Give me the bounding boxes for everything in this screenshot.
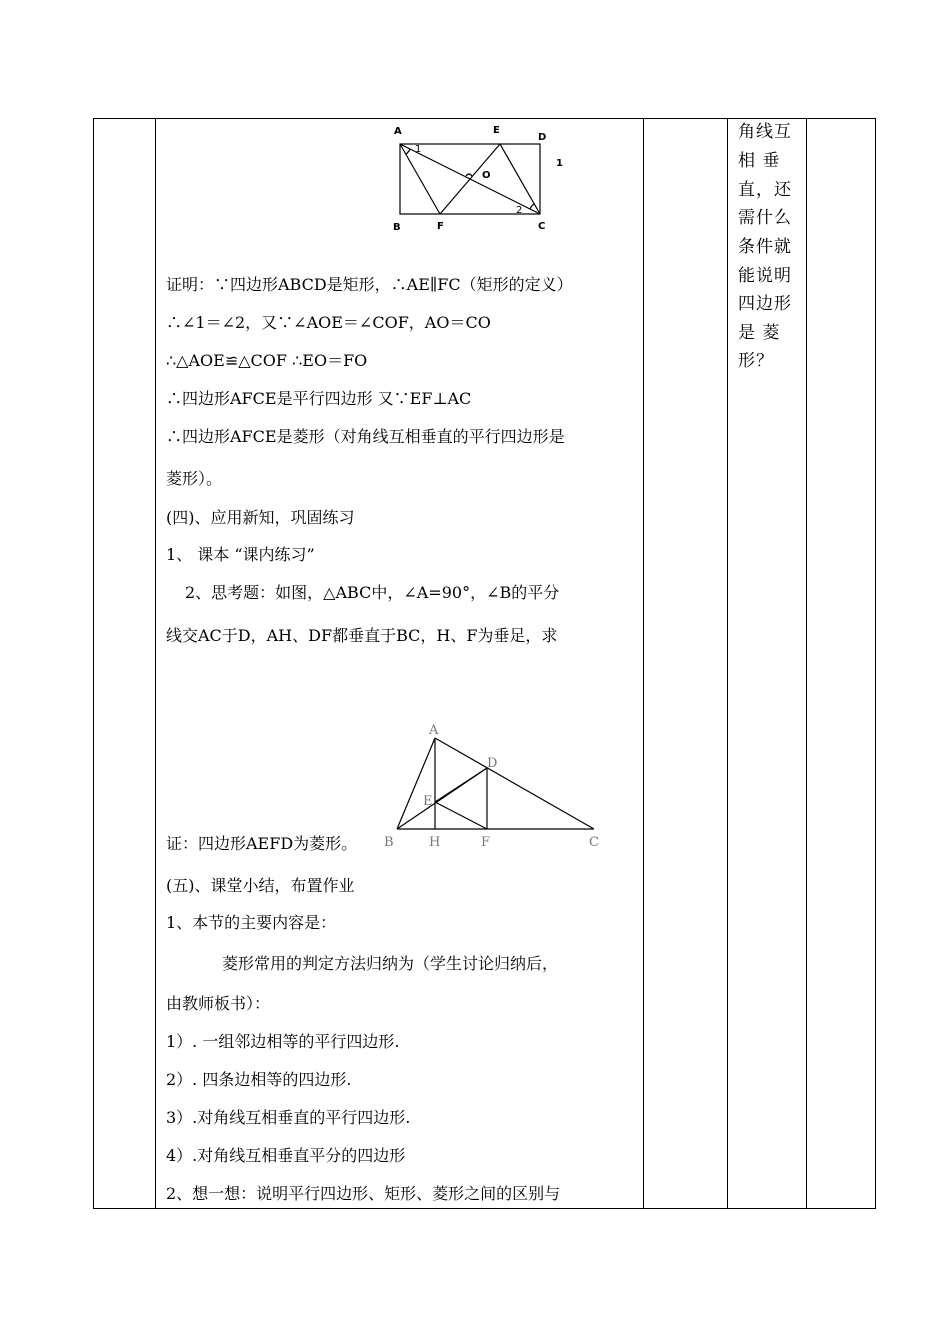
proof-line: ∴四边形AFCE是菱形（对角线互相垂直的平行四边形是 <box>166 427 565 446</box>
exercise-2-line-1: 2、思考题：如图，△ABC中，∠A=90°，∠B的平分 <box>185 583 560 602</box>
table-col-border-1 <box>93 118 94 1209</box>
table-col-border-4 <box>727 118 728 1209</box>
side-ac <box>435 738 594 829</box>
method-item: 2）. 四条边相等的四边形. <box>166 1070 352 1089</box>
label-c: C <box>538 221 546 232</box>
summary-item-1: 1、本节的主要内容是： <box>166 913 337 932</box>
exercise-1: 1、 课本 “课内练习” <box>166 545 315 564</box>
exercise-2-line-3: 证：四边形AEFD为菱形。 <box>166 834 358 853</box>
summary-intro-line-1: 菱形常用的判定方法归纳为（学生讨论归纳后， <box>222 954 559 973</box>
table-bottom-border <box>93 1208 876 1209</box>
label-c: C <box>589 835 599 850</box>
proof-line: 菱形）。 <box>166 469 223 488</box>
summary-intro-line-2: 由教师板书）： <box>166 994 271 1013</box>
side-question-line: 是 菱 <box>738 323 781 343</box>
angle-1-arc <box>406 149 410 154</box>
side-question-line: 条件就 <box>738 237 792 257</box>
section-4-title: (四)、应用新知，巩固练习 <box>166 508 355 527</box>
side-question-line: 角线互 <box>738 122 792 142</box>
side-question-line: 形？ <box>738 351 774 371</box>
proof-line: ∴四边形AFCE是平行四边形 又∵EF⊥AC <box>166 389 472 408</box>
label-angle-2: 2 <box>516 205 523 216</box>
label-f: F <box>437 221 444 232</box>
side-question-line: 相 垂 <box>738 151 781 171</box>
label-b: B <box>384 835 394 850</box>
side-question-line: 四边形 <box>738 294 792 314</box>
table-col-border-6 <box>875 118 876 1209</box>
label-h: H <box>429 835 441 850</box>
side-question-line: 能说明 <box>738 266 792 286</box>
segment-fe <box>440 144 500 214</box>
table-col-border-3 <box>643 118 644 1209</box>
table-col-border-5 <box>806 118 807 1209</box>
label-a: A <box>394 126 402 137</box>
label-angle-1: 1 <box>415 144 422 155</box>
triangle-figure <box>380 720 610 855</box>
side-ab <box>397 738 435 829</box>
label-d: D <box>538 132 547 143</box>
section-5-title: (五)、课堂小结，布置作业 <box>166 876 355 895</box>
method-item: 3）.对角线互相垂直的平行四边形. <box>166 1108 411 1127</box>
think-item: 2、想一想：说明平行四边形、矩形、菱形之间的区别与 <box>166 1184 561 1203</box>
label-b: B <box>393 222 401 233</box>
segment-ed <box>435 768 487 802</box>
label-o: O <box>482 170 491 181</box>
exercise-2-line-2: 线交AC于D，AH、DF都垂直于BC，H、F为垂足，求 <box>166 626 558 645</box>
label-e: E <box>493 125 500 136</box>
angle-2-arc <box>530 204 534 209</box>
table-col-border-2 <box>155 118 156 1209</box>
method-item: 4）.对角线互相垂直平分的四边形 <box>166 1146 406 1165</box>
segment-ef <box>435 802 487 829</box>
label-e: E <box>423 794 433 809</box>
label-a: A <box>429 723 439 738</box>
right-angle-mark <box>466 174 472 176</box>
proof-line: ∴∠1＝∠2，又∵∠AOE＝∠COF，AO＝CO <box>166 313 491 332</box>
rectangle-figure <box>390 120 570 235</box>
proof-line: ∴△AOE≌△COF ∴EO＝FO <box>166 351 368 370</box>
label-one: 1 <box>556 158 563 169</box>
side-question-line: 需什么 <box>738 208 792 228</box>
label-d: D <box>487 756 498 771</box>
method-item: 1）. 一组邻边相等的平行四边形. <box>166 1032 400 1051</box>
label-f: F <box>481 835 491 850</box>
proof-line: 证明：∵四边形ABCD是矩形，∴AE∥FC（矩形的定义） <box>166 275 573 294</box>
side-question-line: 直，还 <box>738 180 792 200</box>
table-top-border <box>93 118 876 119</box>
